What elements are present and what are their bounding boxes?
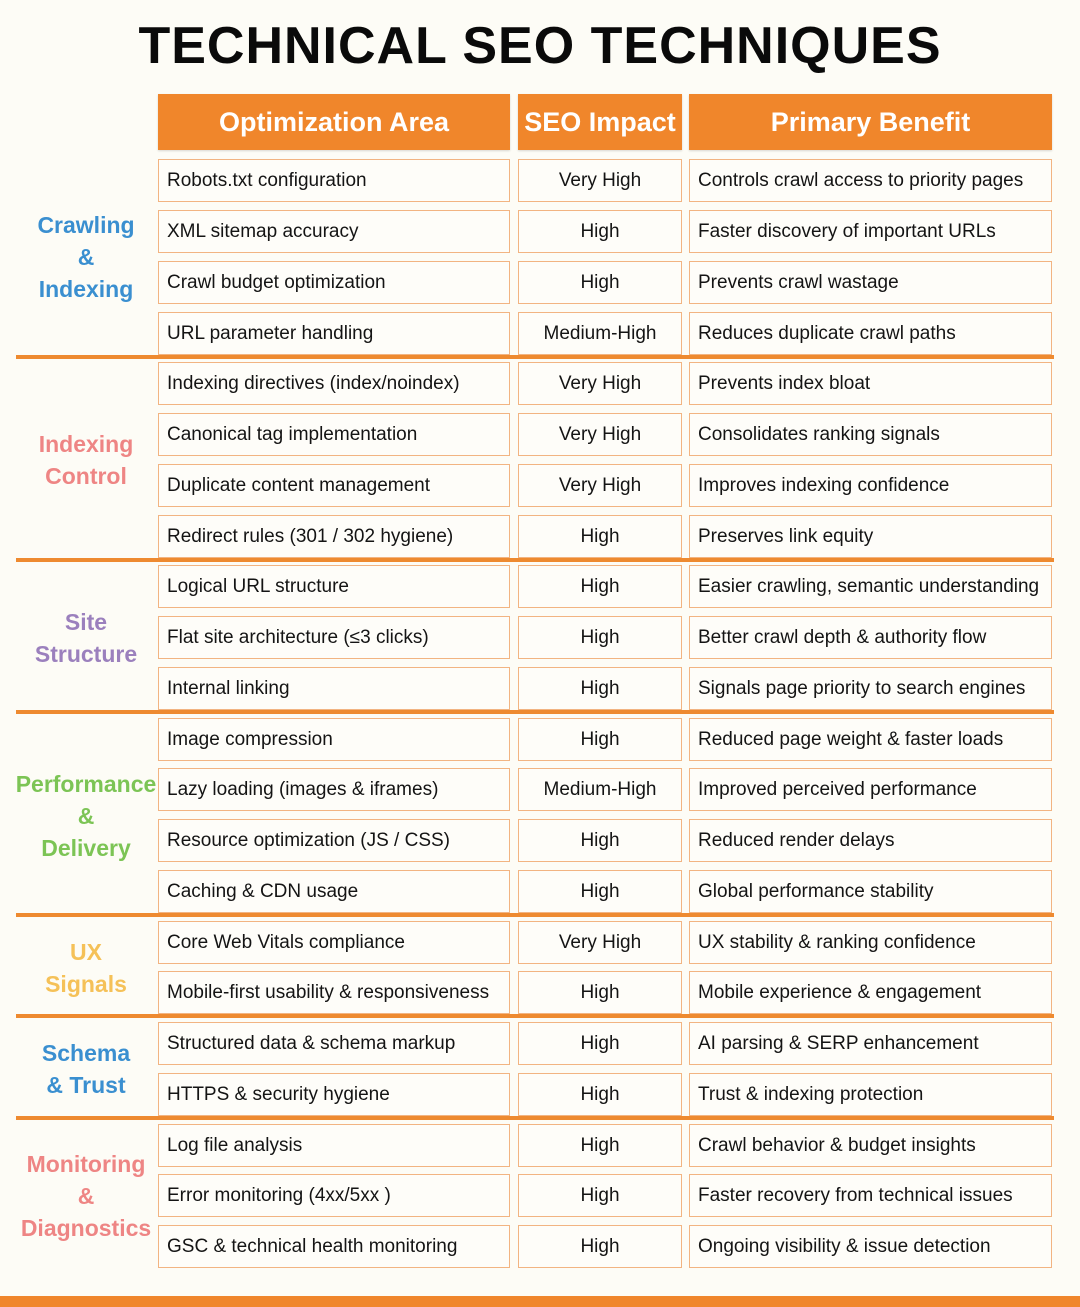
cell-benefit [689,464,1052,507]
area-text: Indexing directives (index/noindex) [167,372,460,394]
area-text: Canonical tag implementation [167,423,418,445]
area-text: HTTPS & security hygiene [167,1083,390,1105]
category-label [14,159,158,355]
area-text: Log file analysis [167,1134,303,1156]
cell-impact [518,1225,682,1268]
benefit-text: Improved perceived performance [698,778,977,800]
area-text: Core Web Vitals compliance [167,931,405,953]
area-text: Caching & CDN usage [167,880,359,902]
benefit-text: Signals page priority to search engines [698,677,1026,699]
impact-text: Medium-High [543,778,657,800]
cell-impact [518,616,682,659]
area-text: XML sitemap accuracy [167,220,359,242]
benefit-text: UX stability & ranking confidence [698,931,976,953]
category-label-line: & [77,244,95,270]
category-label [14,1124,158,1268]
cell-area [158,1022,510,1065]
cell-benefit [689,768,1052,811]
cell-impact [518,1124,682,1167]
category-label-line: & Trust [46,1072,126,1098]
category-label [14,921,158,1014]
category-label-line: & [77,802,95,829]
cell-impact [518,1174,682,1217]
cell-benefit [689,515,1052,558]
bottom-bar [0,1296,1080,1307]
impact-text: High [580,271,620,293]
cell-impact [518,464,682,507]
impact-text: High [580,981,620,1003]
cell-benefit [689,819,1052,862]
cell-area [158,261,510,304]
header-optimization-area: Optimization Area [158,94,510,150]
benefit-text: Faster recovery from technical issues [698,1184,1013,1206]
cell-benefit [689,565,1052,608]
area-text: Structured data & schema markup [167,1032,456,1054]
cell-impact [518,565,682,608]
category-label [14,1022,158,1116]
section-divider [16,355,1054,359]
area-text: Resource optimization (JS / CSS) [167,829,450,851]
category-label-line: Delivery [41,834,131,861]
impact-text: High [580,220,620,242]
cell-benefit [689,870,1052,913]
impact-text: Medium-High [543,322,657,344]
area-text: GSC & technical health monitoring [167,1235,458,1257]
impact-text: Very High [558,372,642,394]
benefit-text: Mobile experience & engagement [698,981,982,1003]
category-label-line: UX [70,938,102,965]
cell-area [158,768,510,811]
area-text: Internal linking [167,677,290,699]
benefit-text: Reduces duplicate crawl paths [698,322,956,344]
area-text: Mobile-first usability & responsiveness [167,981,490,1003]
cell-area [158,159,510,202]
impact-text: High [580,880,620,902]
category-label-line: Schema [41,1040,131,1066]
cell-benefit [689,210,1052,253]
area-text: Flat site architecture (≤3 clicks) [167,626,429,648]
cell-benefit [689,159,1052,202]
benefit-text: Easier crawling, semantic understanding [698,575,1040,597]
cell-area [158,819,510,862]
cell-area [158,921,510,964]
cell-area [158,870,510,913]
cell-area [158,515,510,558]
benefit-text: Reduced render delays [698,829,895,851]
benefit-text: Prevents crawl wastage [698,271,899,293]
header-primary-benefit: Primary Benefit [689,94,1052,150]
category-label-line: Signals [45,970,127,997]
section-divider [16,558,1054,562]
header-seo-impact: SEO Impact [518,94,682,150]
cell-impact [518,413,682,456]
impact-text: Very High [558,169,642,191]
cell-area [158,1174,510,1217]
benefit-text: Faster discovery of important URLs [698,220,996,242]
cell-area [158,971,510,1014]
category-label-line: Indexing [38,276,134,302]
section-divider [16,1014,1054,1018]
benefit-text: Improves indexing confidence [698,474,950,496]
benefit-text: Global performance stability [698,880,934,902]
page-title: TECHNICAL SEO TECHNIQUES [138,17,942,75]
cell-benefit [689,362,1052,405]
benefit-text: Better crawl depth & authority flow [698,626,987,648]
benefit-text: Ongoing visibility & issue detection [698,1235,991,1257]
cell-benefit [689,413,1052,456]
benefit-text: Crawl behavior & budget insights [698,1134,976,1156]
category-label-line: Monitoring [26,1151,146,1177]
cell-impact [518,362,682,405]
area-text: Lazy loading (images & iframes) [167,778,439,800]
impact-text: High [580,1184,620,1206]
cell-area [158,464,510,507]
cell-benefit [689,971,1052,1014]
cell-benefit [689,1174,1052,1217]
impact-text: High [580,1235,620,1257]
cell-area [158,413,510,456]
cell-impact [518,1022,682,1065]
impact-text: High [580,677,620,699]
cell-area [158,1225,510,1268]
cell-area [158,667,510,710]
cell-impact [518,921,682,964]
section-divider [16,710,1054,714]
cell-benefit [689,718,1052,761]
cell-benefit [689,616,1052,659]
section-divider [16,913,1054,917]
benefit-text: Preserves link equity [698,525,874,547]
benefit-text: AI parsing & SERP enhancement [698,1032,979,1054]
area-text: Redirect rules (301 / 302 hygiene) [167,525,454,547]
area-text: Duplicate content management [167,474,430,496]
impact-text: High [580,575,620,597]
section-divider [16,1116,1054,1120]
cell-benefit [689,1073,1052,1116]
cell-benefit [689,261,1052,304]
cell-impact [518,210,682,253]
cell-benefit [689,1124,1052,1167]
cell-area [158,1073,510,1116]
category-label-line: Structure [34,640,138,667]
cell-impact [518,1073,682,1116]
cell-area [158,565,510,608]
area-text: Logical URL structure [167,575,349,597]
category-label-line: Indexing [38,431,134,457]
cell-area [158,616,510,659]
impact-text: Very High [558,931,642,953]
impact-text: Very High [558,474,642,496]
benefit-text: Consolidates ranking signals [698,423,940,445]
category-label-line: Control [45,463,127,489]
cell-area [158,718,510,761]
cell-impact [518,312,682,355]
area-text: Image compression [167,728,333,750]
cell-impact [518,768,682,811]
category-label [14,718,158,913]
category-label-line: & [77,1183,95,1209]
cell-area [158,312,510,355]
category-label [14,362,158,558]
area-text: Error monitoring (4xx/5xx ) [167,1184,391,1206]
cell-impact [518,667,682,710]
area-text: Crawl budget optimization [167,271,386,293]
benefit-text: Controls crawl access to priority pages [698,169,1024,191]
cell-impact [518,159,682,202]
impact-text: High [580,728,620,750]
impact-text: High [580,829,620,851]
category-label-line: Crawling [37,212,135,238]
benefit-text: Reduced page weight & faster loads [698,728,1004,750]
impact-text: High [580,626,620,648]
cell-impact [518,819,682,862]
area-text: Robots.txt configuration [167,169,367,191]
impact-text: High [580,1134,620,1156]
area-text: URL parameter handling [167,322,374,344]
impact-text: High [580,1032,620,1054]
cell-benefit [689,921,1052,964]
cell-area [158,362,510,405]
category-label-line: Performance [15,770,157,797]
category-label-line: Site [64,608,108,635]
cell-benefit [689,312,1052,355]
impact-text: High [580,525,620,547]
benefit-text: Trust & indexing protection [698,1083,924,1105]
benefit-text: Prevents index bloat [698,372,871,394]
impact-text: Very High [558,423,642,445]
cell-area [158,210,510,253]
impact-text: High [580,1083,620,1105]
category-label [14,565,158,710]
cell-benefit [689,667,1052,710]
cell-benefit [689,1225,1052,1268]
cell-impact [518,718,682,761]
cell-impact [518,971,682,1014]
cell-impact [518,515,682,558]
cell-area [158,1124,510,1167]
cell-impact [518,870,682,913]
cell-impact [518,261,682,304]
category-label-line: Diagnostics [20,1215,152,1241]
cell-benefit [689,1022,1052,1065]
